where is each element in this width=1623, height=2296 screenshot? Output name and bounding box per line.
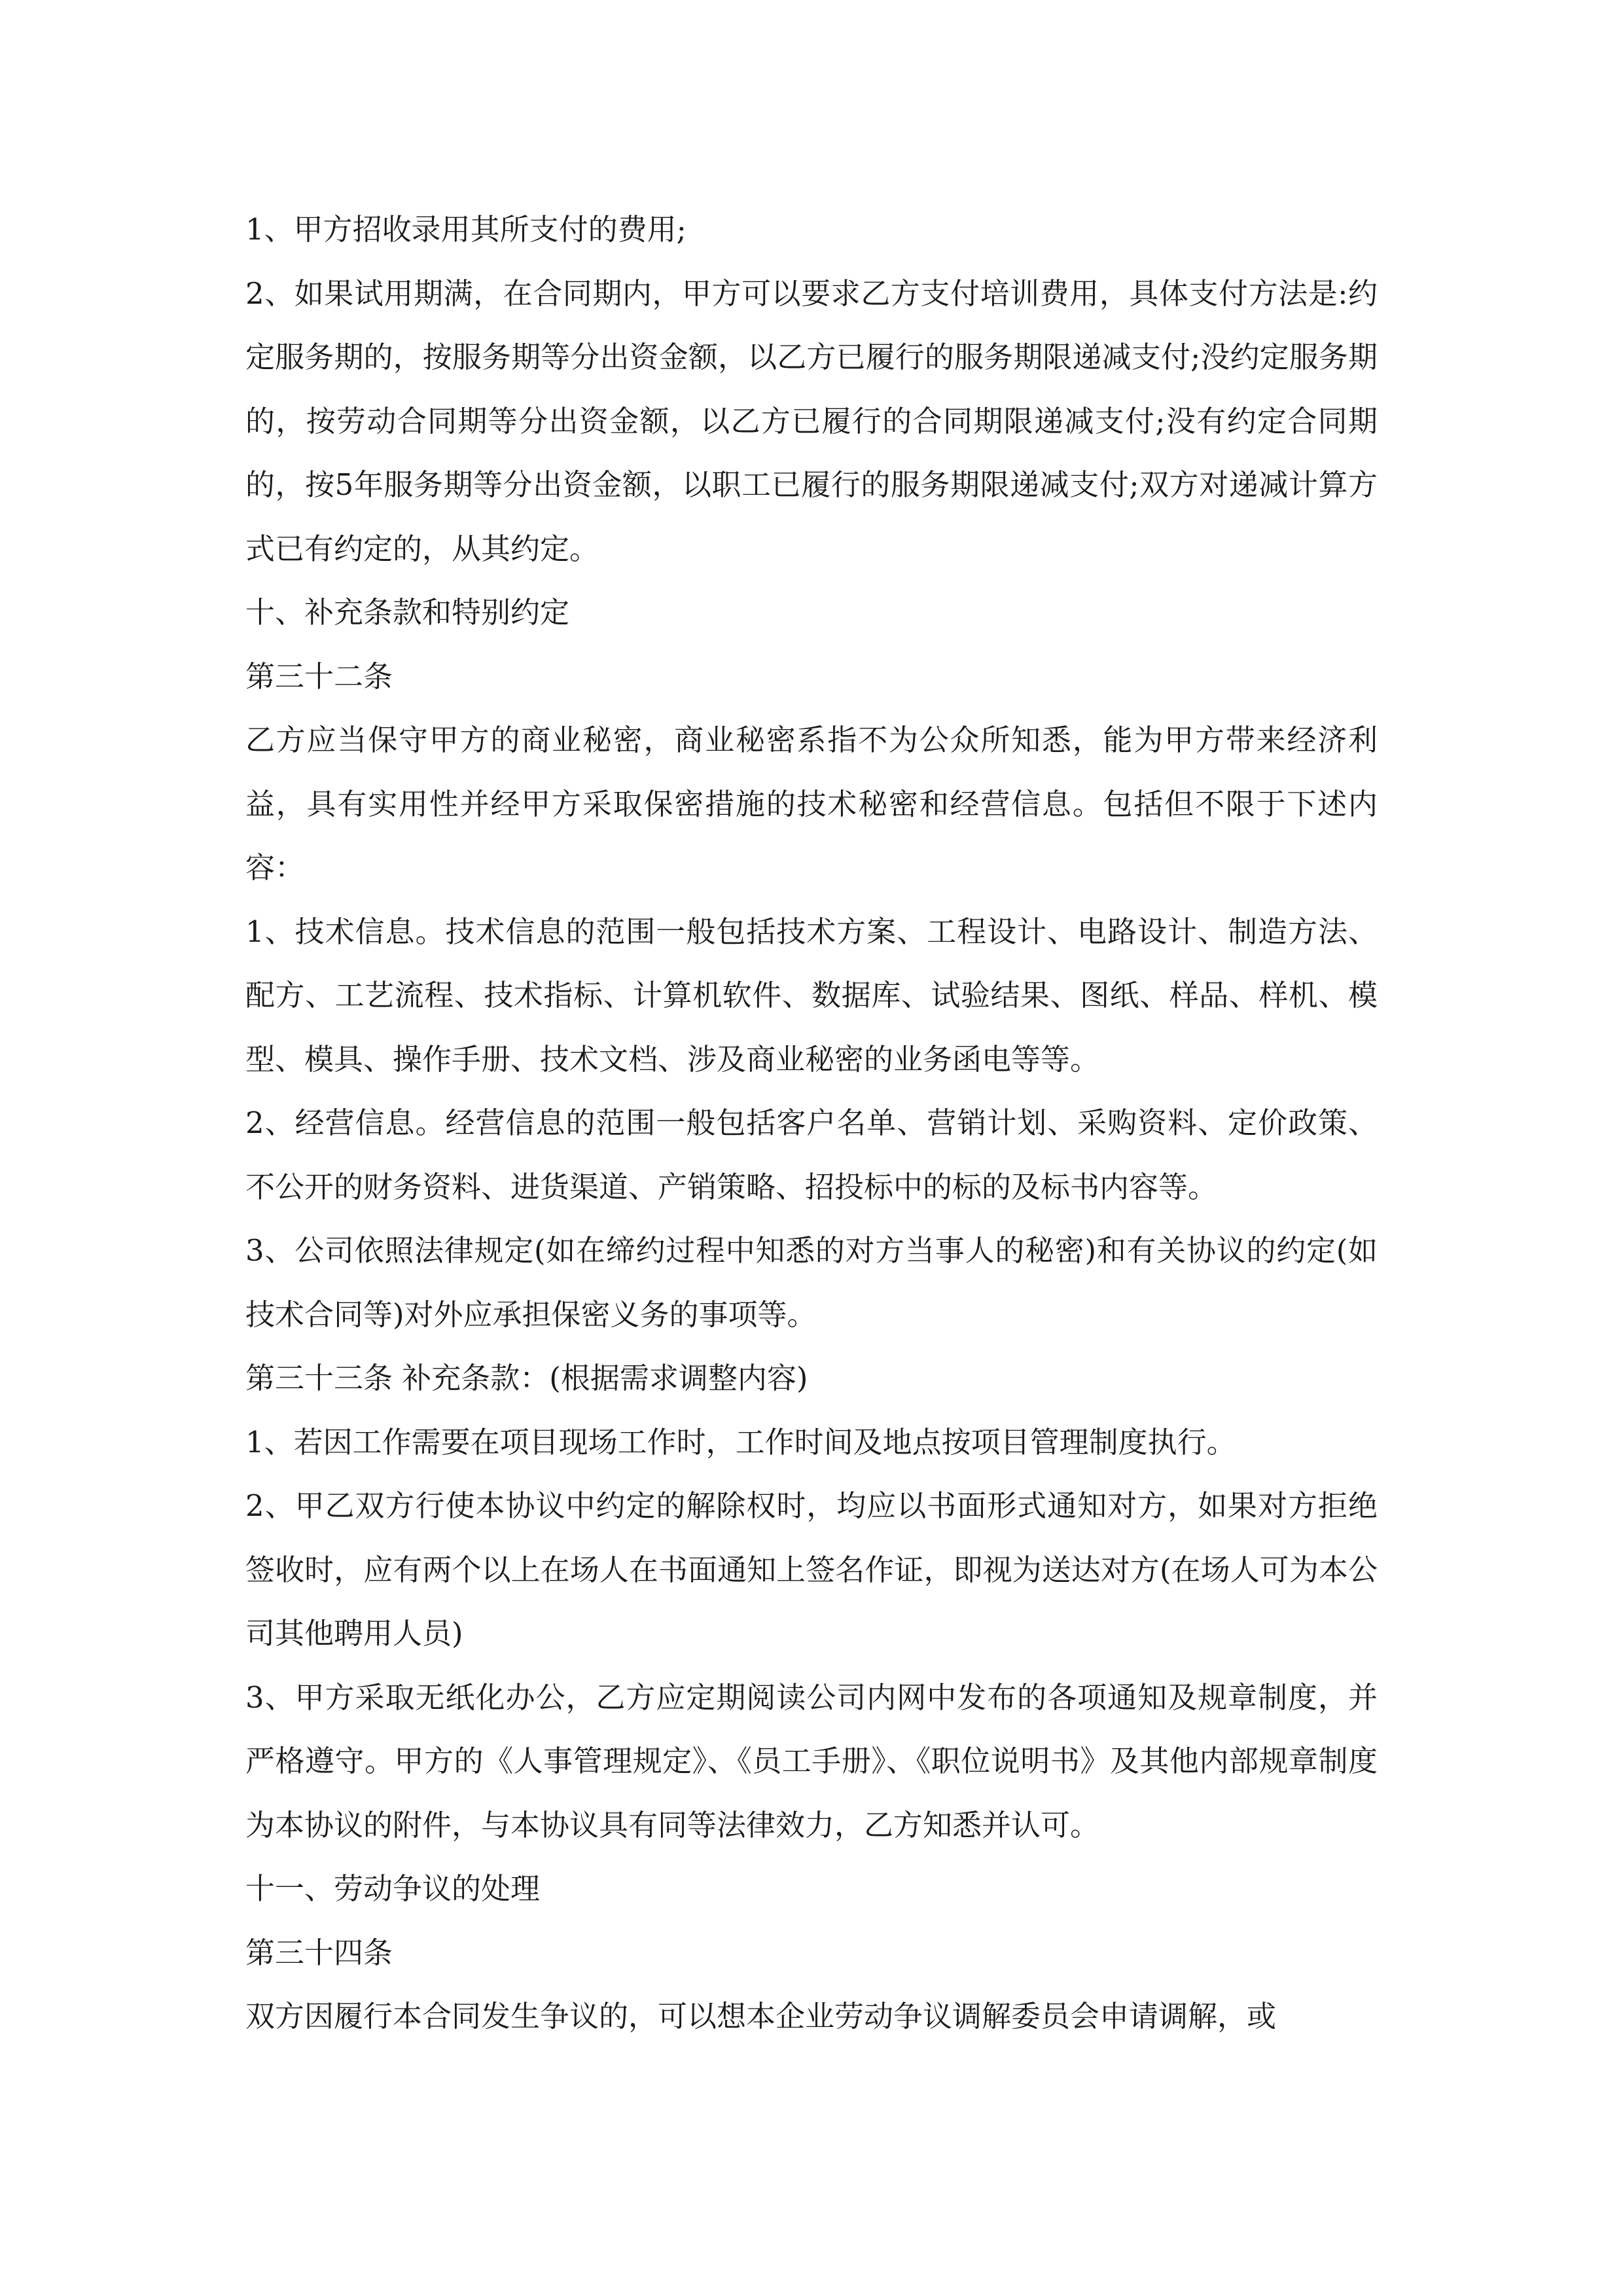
article-heading-34: 第三十四条 (245, 1935, 393, 1970)
article-heading-32: 第三十二条 (245, 658, 393, 694)
supplementary-item-2-termination-notice: 2、甲乙双方行使本协议中约定的解除权时，均应以书面形式通知对方，如果对方拒绝签收时，应有两个以上在场人在书面通知上签名作证，即视为送达对方(在场人可为本公司其他聘用人员) (245, 1488, 1378, 1651)
article-32-trade-secret-definition: 乙方应当保守甲方的商业秘密，商业秘密系指不为公众所知悉，能为甲方带来经济利益，具有实用性并经甲方采取保密措施的技术秘密和经营信息。包括但不限于下述内容： (245, 723, 1378, 885)
trade-secret-item-business-info: 2、经营信息。经营信息的范围一般包括客户名单、营销计划、采购资料、定价政策、不公开的财务资料、进货渠道、产销策略、招投标中的标的及标书内容等。 (245, 1105, 1378, 1204)
clause-item-1-recruitment-cost: 1、甲方招收录用其所支付的费用; (245, 212, 687, 247)
supplementary-item-1-project-site: 1、若因工作需要在项目现场工作时，工作时间及地点按项目管理制度执行。 (245, 1424, 1236, 1460)
article-34-dispute-resolution: 双方因履行本合同发生争议的，可以想本企业劳动争议调解委员会申请调解，或 (245, 1999, 1277, 2034)
trade-secret-item-legal-obligations: 3、公司依照法律规定(如在缔约过程中知悉的对方当事人的秘密)和有关协议的约定(如技术合同等)对外应承担保密义务的事项等。 (245, 1233, 1378, 1332)
article-heading-33: 第三十三条 补充条款：(根据需求调整内容) (245, 1361, 808, 1395)
trade-secret-item-technical-info: 1、技术信息。技术信息的范围一般包括技术方案、工程设计、电路设计、制造方法、配方、工艺流程、技术指标、计算机软件、数据库、试验结果、图纸、样品、样机、模型、模具、操作手册、技术文档、涉及商业秘密的业务函电等等。 (245, 914, 1378, 1077)
section-heading-labor-disputes: 十一、劳动争议的处理 (245, 1871, 541, 1906)
document-body (245, 198, 1378, 2049)
clause-item-2-training-cost-payment: 2、如果试用期满，在合同期内，甲方可以要求乙方支付培训费用，具体支付方法是:约定服务期的，按服务期等分出资金额，以乙方已履行的服务期限递减支付;没约定服务期的，按劳动合同期等分出资金额，以乙方已履行的合同期限递减支付;没有约定合同期的，按5年服务期等分出资金额，以职工已履行的服务期限递减支付;双方对递减计算方式已有约定的，从其约定。 (245, 276, 1378, 566)
supplementary-item-3-paperless-office: 3、甲方采取无纸化办公，乙方应定期阅读公司内网中发布的各项通知及规章制度，并严格遵守。甲方的《人事管理规定》、《员工手册》、《职位说明书》及其他内部规章制度为本协议的附件，与本协议具有同等法律效力，乙方知悉并认可。 (245, 1679, 1378, 1842)
section-heading-supplementary-terms: 十、补充条款和特别约定 (245, 595, 570, 630)
